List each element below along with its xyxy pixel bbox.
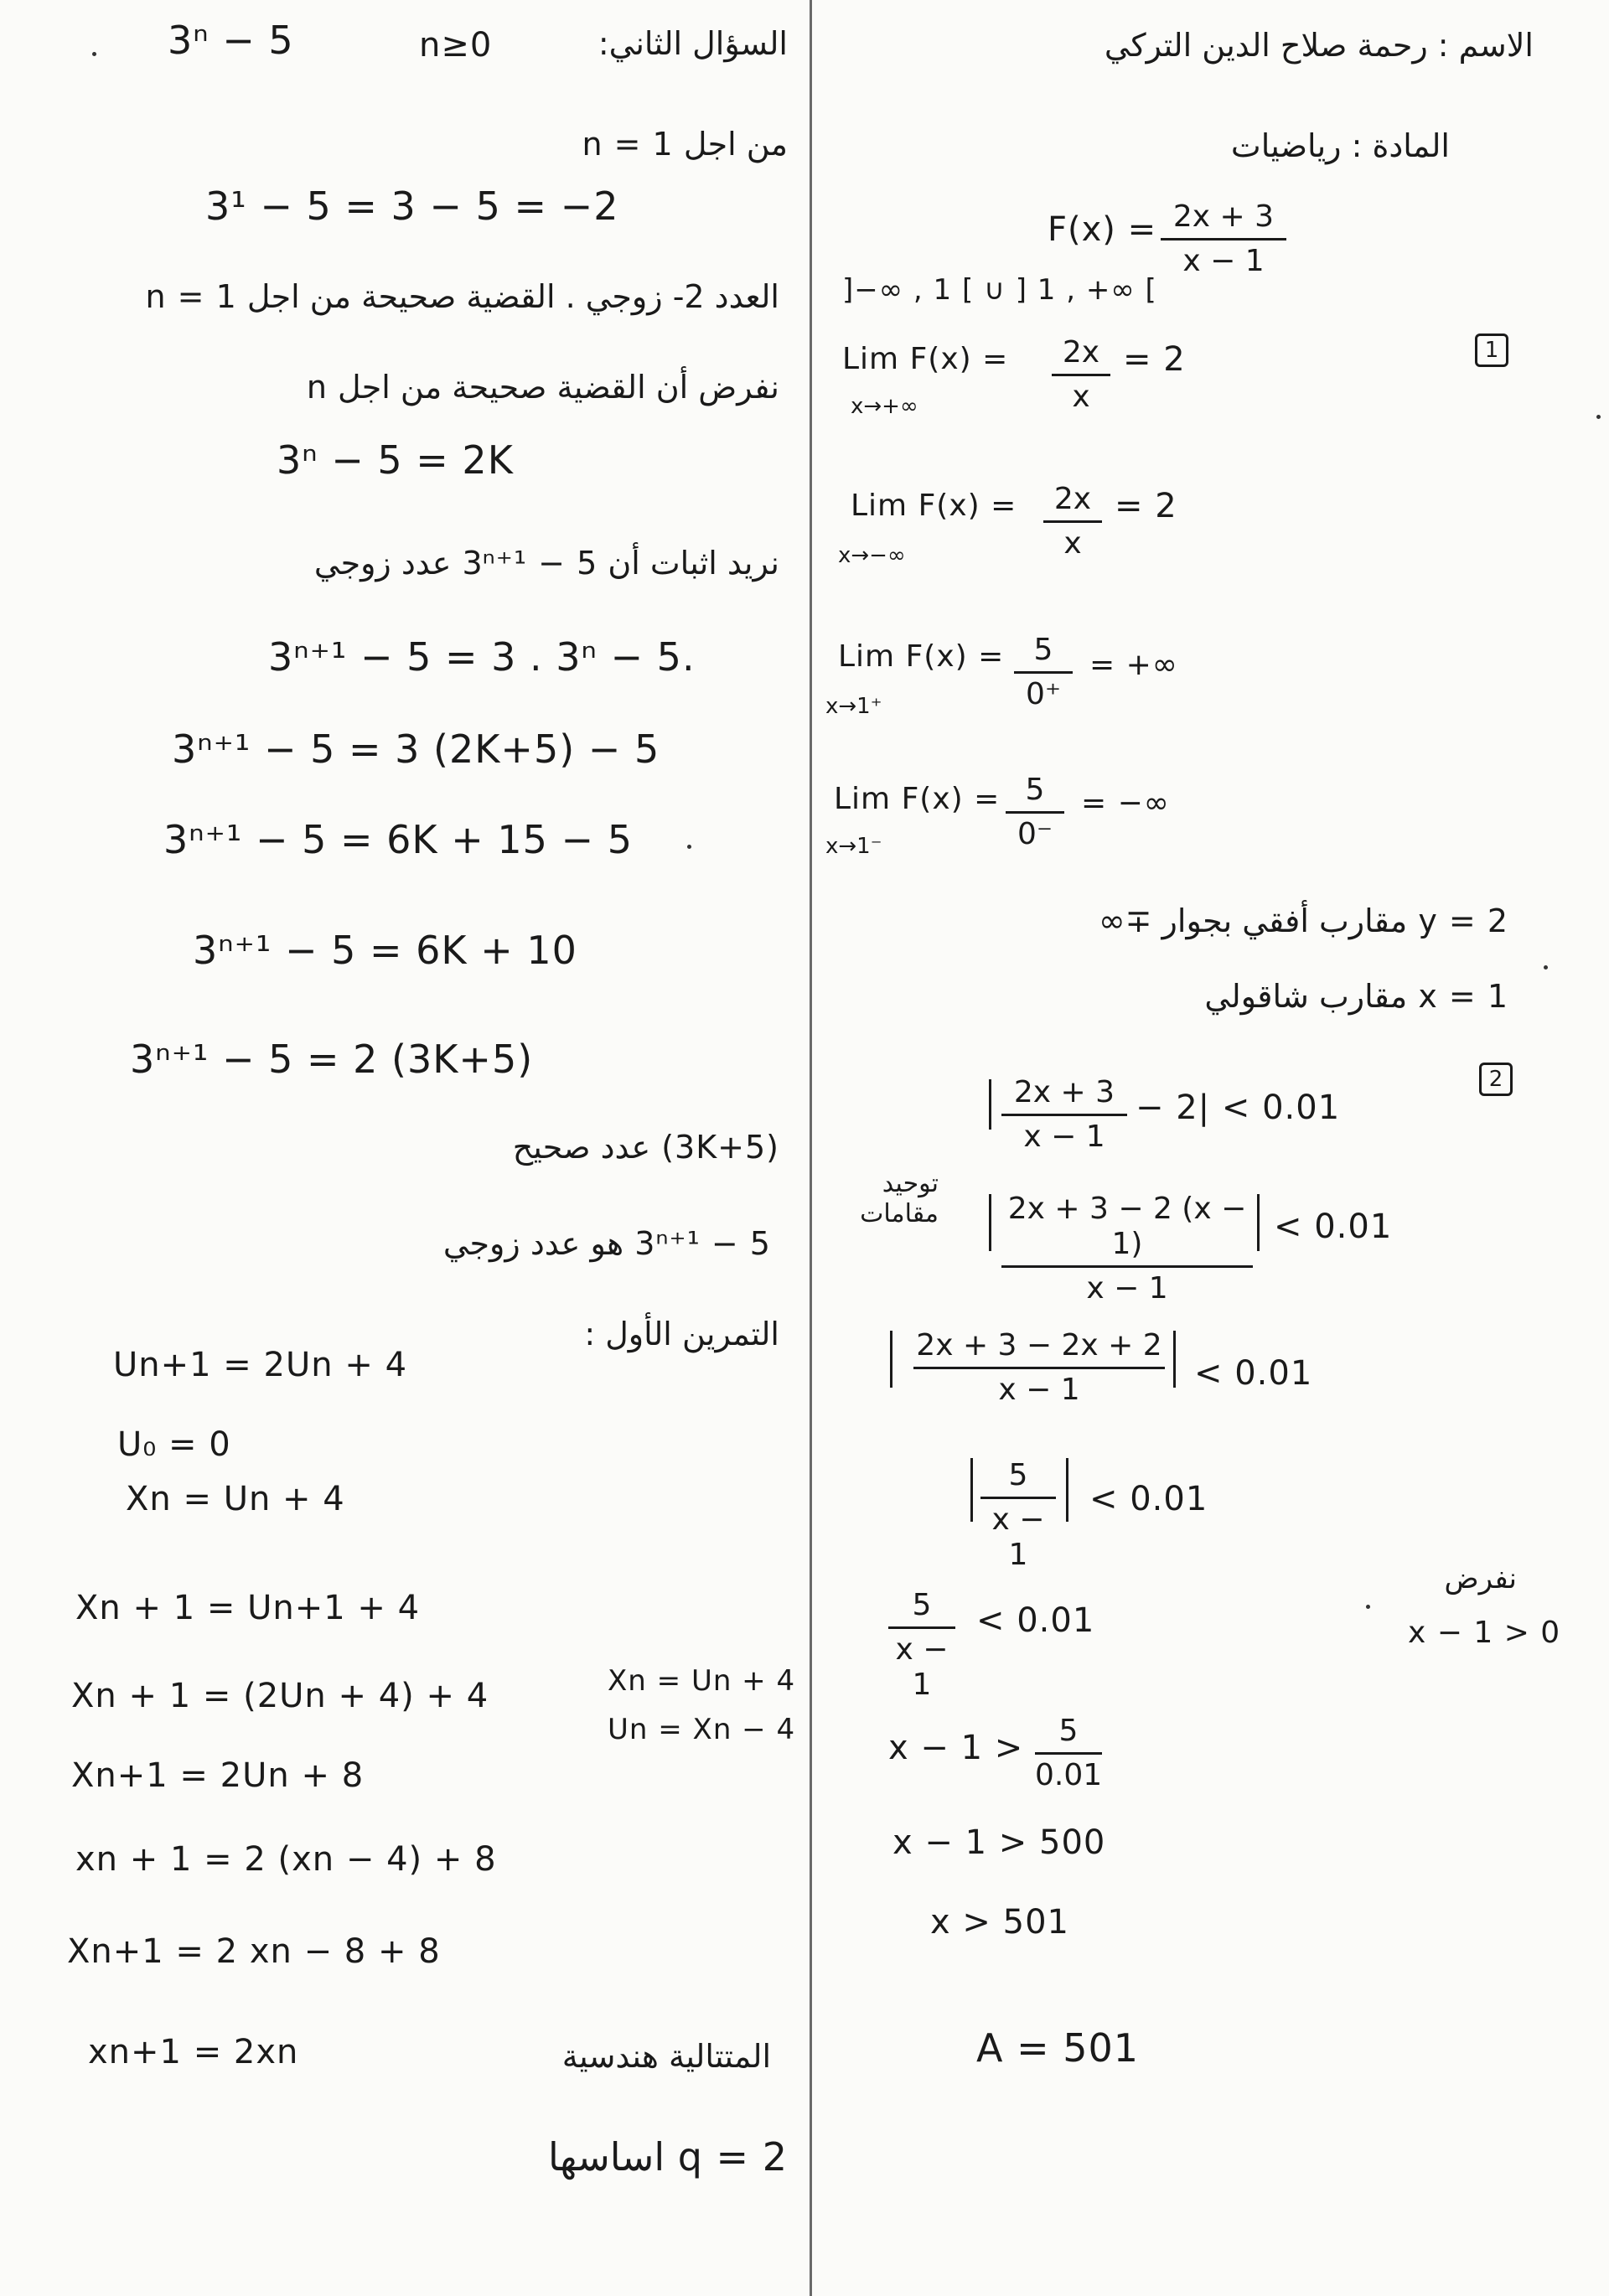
q2-condition: n≥0 xyxy=(419,26,493,65)
inequality-2-denominator: x − 1 xyxy=(1086,1271,1168,1306)
limit-1-result: = 2 xyxy=(1123,340,1186,379)
limit-3-lhs: Lim F(x) = xyxy=(838,639,1005,674)
abs-bar-left xyxy=(989,1194,991,1251)
inequality-5-fraction xyxy=(888,1588,955,1703)
limit-4-result: = −∞ xyxy=(1081,786,1170,820)
inequality-4-tail: < 0.01 xyxy=(1089,1480,1208,1518)
ex1-line-6: Xn+1 = 2Un + 8 xyxy=(71,1756,365,1795)
inequality-2-numerator: 2x + 3 − 2 (x − 1) xyxy=(1007,1192,1247,1261)
inequality-6-lhs: x − 1 > xyxy=(888,1729,1024,1767)
final-answer: A = 501 xyxy=(976,2025,1140,2071)
student-name-header: الاسم : رحمة صلاح الدين التركي xyxy=(1104,27,1534,64)
inequality-1-denominator: x − 1 xyxy=(1023,1120,1105,1154)
ex1-side-note-1: Xn = Un + 4 xyxy=(608,1664,796,1698)
ex1-line-5: Xn + 1 = (2Un + 4) + 4 xyxy=(71,1677,489,1715)
limit-1-lhs: Lim F(x) = xyxy=(842,342,1009,376)
fraction-bar xyxy=(980,1497,1056,1499)
ex1-line-8: Xn+1 = 2 xn − 8 + 8 xyxy=(67,1932,441,1971)
limit-4-denominator: 0⁻ xyxy=(1017,817,1053,851)
induction-hypothesis: نفرض أن القضية صحيحة من اجل n xyxy=(306,369,779,406)
fraction-bar xyxy=(913,1367,1165,1369)
question-1-marker: 1 xyxy=(1475,334,1508,367)
ex1-line-7: xn + 1 = 2 (xn − 4) + 8 xyxy=(75,1840,497,1879)
assumption-condition: x − 1 > 0 xyxy=(1408,1616,1561,1650)
inequality-7: x − 1 > 500 xyxy=(892,1823,1106,1862)
inequality-3-tail: < 0.01 xyxy=(1194,1354,1313,1393)
inequality-4-denominator: x − 1 xyxy=(991,1502,1045,1572)
step-4: 3ⁿ⁺¹ − 5 = 6K + 10 xyxy=(193,928,577,973)
fraction-bar xyxy=(888,1626,955,1629)
ex1-line-9: xn+1 = 2xn xyxy=(88,2033,299,2071)
inequality-1-fraction xyxy=(1001,1075,1127,1155)
inequality-3-fraction xyxy=(913,1328,1165,1408)
step-3: 3ⁿ⁺¹ − 5 = 6K + 15 − 5 xyxy=(163,817,633,862)
step-2: 3ⁿ⁺¹ − 5 = 3 (2K+5) − 5 xyxy=(172,727,660,772)
scan-speck xyxy=(92,52,96,56)
function-label: F(x) = xyxy=(1048,210,1157,249)
limit-3-result: = +∞ xyxy=(1089,648,1178,682)
inequality-1-numerator: 2x + 3 xyxy=(1013,1075,1115,1109)
inequality-8: x > 501 xyxy=(930,1903,1069,1942)
geometric-sequence-note: المتتالية هندسية xyxy=(561,2038,771,2075)
limit-2-fraction xyxy=(1043,482,1102,561)
inequality-4-fraction xyxy=(980,1458,1056,1573)
even-conclusion: 3ⁿ⁺¹ − 5 هو عدد زوجي xyxy=(442,1225,771,1262)
limit-2-lhs: Lim F(x) = xyxy=(851,489,1017,523)
function-denominator: x − 1 xyxy=(1182,244,1265,278)
fraction-bar xyxy=(1006,811,1064,814)
inequality-5-denominator: x − 1 xyxy=(895,1632,949,1702)
limit-4-numerator: 5 xyxy=(1025,773,1045,807)
inequality-2-tail: < 0.01 xyxy=(1274,1207,1393,1246)
fraction-bar xyxy=(1001,1265,1253,1268)
assumption-note: نفرض xyxy=(1444,1562,1517,1595)
ex1-definition: Xn = Un + 4 xyxy=(126,1480,345,1518)
limit-1-fraction xyxy=(1052,335,1110,415)
inequality-6-numerator: 5 xyxy=(1058,1714,1079,1748)
inequality-5-tail: < 0.01 xyxy=(976,1601,1095,1640)
q2-title: السؤال الثاني: xyxy=(598,25,788,62)
inequality-1-tail: − 2| < 0.01 xyxy=(1136,1089,1341,1127)
unify-denominators-note: توحيد مقامات xyxy=(860,1169,939,1228)
function-numerator: 2x + 3 xyxy=(1172,199,1275,234)
fraction-bar xyxy=(1043,520,1102,523)
vertical-asymptote: x = 1 مقارب شاقولي xyxy=(1204,978,1508,1015)
function-fraction xyxy=(1161,199,1286,279)
to-prove-statement: نريد اثبات أن 3ⁿ⁺¹ − 5 عدد زوجي xyxy=(313,545,779,582)
q2-expression: 3ⁿ − 5 xyxy=(168,18,294,63)
limit-3-fraction xyxy=(1014,633,1073,712)
common-ratio: q = 2 اساسها xyxy=(548,2134,788,2180)
hypothesis-equation: 3ⁿ − 5 = 2K xyxy=(277,437,514,483)
limit-1-denominator: x xyxy=(1072,380,1090,414)
inequality-5-numerator: 5 xyxy=(912,1588,932,1622)
limit-1-numerator: 2x xyxy=(1062,335,1100,370)
column-divider xyxy=(810,0,812,2296)
integer-note: (3K+5) عدد صحيح xyxy=(512,1129,779,1166)
subject-header: المادة : رياضيات xyxy=(1230,127,1450,164)
inequality-3-denominator: x − 1 xyxy=(998,1373,1080,1407)
fraction-bar xyxy=(1035,1752,1102,1755)
exercise-1-title: التمرين الأول : xyxy=(584,1316,779,1352)
base-case-conclusion: العدد ‎-2‎ زوجي . القضية صحيحة من اجل n = 1 xyxy=(145,278,779,315)
scan-speck xyxy=(687,845,691,849)
fraction-bar xyxy=(1014,671,1073,674)
limit-4-lhs: Lim F(x) = xyxy=(834,782,1001,816)
inequality-3-numerator: 2x + 3 − 2x + 2 xyxy=(916,1328,1162,1363)
limit-2-subscript: x→−∞ xyxy=(838,543,906,568)
limit-3-numerator: 5 xyxy=(1033,633,1053,667)
scan-speck xyxy=(1596,415,1601,419)
limit-4-subscript: x→1⁻ xyxy=(825,834,882,859)
fraction-bar xyxy=(1161,238,1286,240)
domain-of-definition: ]−∞ , 1 [ ∪ ] 1 , +∞ [ xyxy=(842,273,1157,307)
abs-bar-left xyxy=(989,1079,991,1130)
abs-bar-left xyxy=(970,1458,973,1522)
question-2-marker: 2 xyxy=(1479,1063,1513,1096)
for-n1-label: من اجل n = 1 xyxy=(582,126,788,163)
inequality-4-numerator: 5 xyxy=(1008,1458,1028,1492)
inequality-6-denominator: 0.01 xyxy=(1035,1758,1103,1792)
ex1-line-4: Xn + 1 = Un+1 + 4 xyxy=(75,1589,421,1627)
limit-3-denominator: 0⁺ xyxy=(1026,677,1061,711)
limit-2-denominator: x xyxy=(1063,526,1082,561)
abs-bar-left xyxy=(890,1331,892,1388)
fraction-bar xyxy=(1001,1114,1127,1116)
ex1-initial-term: U₀ = 0 xyxy=(117,1425,231,1464)
scan-speck xyxy=(1544,965,1548,970)
limit-4-fraction xyxy=(1006,773,1064,852)
limit-2-result: = 2 xyxy=(1115,487,1177,525)
inequality-2-fraction xyxy=(1001,1192,1253,1306)
limit-3-subscript: x→1⁺ xyxy=(825,694,882,719)
step-1: 3ⁿ⁺¹ − 5 = 3 . 3ⁿ − 5. xyxy=(268,634,696,680)
ex1-recurrence: Un+1 = 2Un + 4 xyxy=(113,1346,408,1384)
inequality-6-fraction xyxy=(1035,1714,1102,1793)
fraction-bar xyxy=(1052,374,1110,376)
limit-2-numerator: 2x xyxy=(1053,482,1092,516)
abs-bar-right xyxy=(1173,1331,1176,1388)
abs-bar-right xyxy=(1066,1458,1068,1522)
scan-speck xyxy=(1366,1605,1370,1609)
abs-bar-right xyxy=(1257,1194,1260,1251)
base-case-calc: 3¹ − 5 = 3 − 5 = −2 xyxy=(205,184,619,229)
ex1-side-note-2: Un = Xn − 4 xyxy=(608,1713,796,1746)
horizontal-asymptote: y = 2 مقارب أفقي بجوار ∓∞ xyxy=(1098,902,1508,939)
limit-1-subscript: x→+∞ xyxy=(851,394,918,419)
step-5: 3ⁿ⁺¹ − 5 = 2 (3K+5) xyxy=(130,1037,534,1082)
